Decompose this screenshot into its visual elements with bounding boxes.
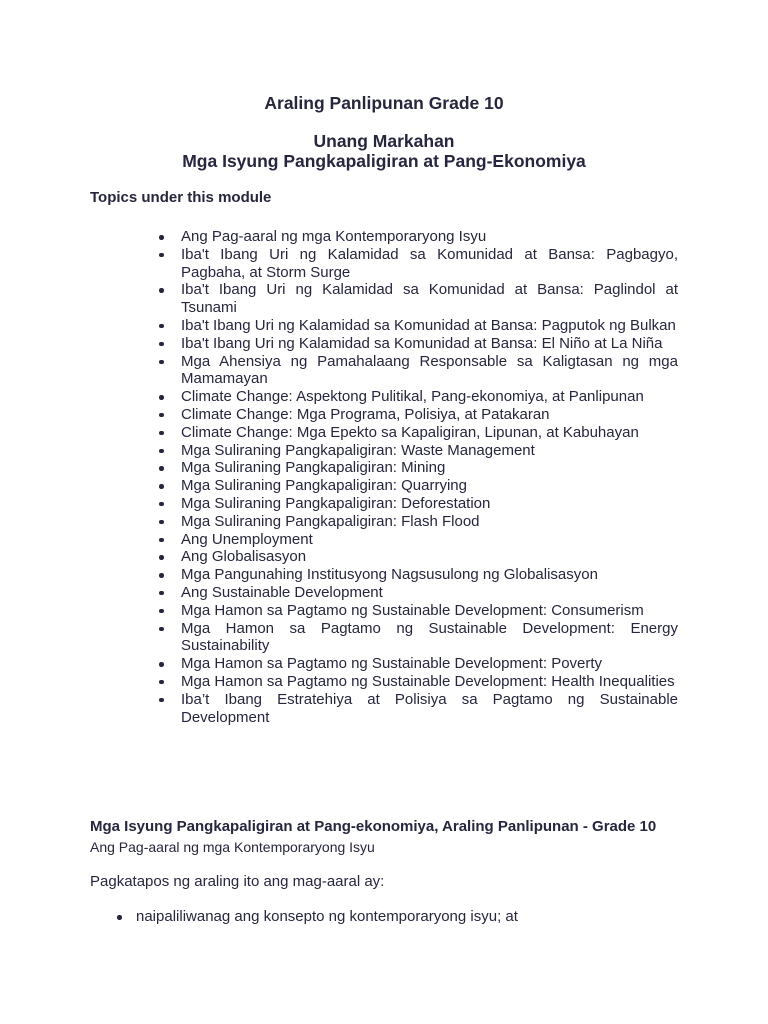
- quarter-label: Unang Markahan: [313, 131, 455, 151]
- topic-item: [181, 655, 678, 673]
- topic-text: Mga Suliraning Pangkapaligiran: Flash Flood: [181, 512, 480, 530]
- bullet-icon: [159, 555, 164, 560]
- topic-text: Mga Hamon sa Pagtamo ng Sustainable Development: Poverty: [181, 655, 603, 673]
- bullet-icon: [159, 502, 164, 507]
- topic-item: [181, 602, 678, 620]
- topic-item: [181, 531, 678, 549]
- bullet-icon: [159, 466, 164, 471]
- bullet-icon: [159, 395, 164, 400]
- bullet-icon: [159, 573, 164, 578]
- topic-text: Mga Ahensiya ng Pamahalaang Responsable sa Kaligtasan ng mga Mamamayan: [181, 352, 678, 388]
- topic-text: Iba't Ibang Uri ng Kalamidad sa Komunidad at Bansa: Pagputok ng Bulkan: [181, 316, 676, 334]
- bullet-icon: [159, 324, 164, 329]
- topic-text: Mga Hamon sa Pagtamo ng Sustainable Development: Energy Sustainability: [181, 619, 678, 655]
- objectives-list: [136, 908, 518, 926]
- topic-item: [181, 442, 678, 460]
- bullet-icon: [159, 662, 164, 667]
- bullet-icon: [159, 484, 164, 489]
- bullet-icon: [159, 449, 164, 454]
- document-subtitle: [0, 131, 768, 171]
- topic-item: [181, 246, 678, 282]
- topics-list: [181, 228, 678, 726]
- bullet-icon: [159, 591, 164, 596]
- topic-text: Iba’t Ibang Estratehiya at Polisiya sa Pagtamo ng Sustainable Development: [181, 690, 678, 726]
- topic-item: [181, 513, 678, 531]
- bullet-icon: [159, 288, 164, 293]
- topic-item: [181, 406, 678, 424]
- bullet-icon: [159, 520, 164, 525]
- topic-text: Ang Sustainable Development: [181, 583, 383, 601]
- topic-text: Ang Pag-aaral ng mga Kontemporaryong Isyu: [181, 228, 487, 245]
- objective-text: naipaliliwanag ang konsepto ng kontemporaryong isyu; at: [136, 908, 518, 925]
- subject-label: Mga Isyung Pangkapaligiran at Pang-Ekonomiya: [182, 151, 586, 171]
- topic-text: Ang Globalisasyon: [181, 548, 307, 566]
- topic-text: Mga Suliraning Pangkapaligiran: Deforestation: [181, 494, 491, 512]
- bullet-icon: [117, 915, 122, 920]
- bullet-icon: [159, 627, 164, 632]
- topic-item: [181, 335, 678, 353]
- objective-item: [136, 908, 518, 926]
- topic-item: [181, 673, 678, 691]
- topic-item: [181, 495, 678, 513]
- bullet-icon: [159, 253, 164, 258]
- topic-text: Mga Suliraning Pangkapaligiran: Quarrying: [181, 477, 467, 495]
- topic-text: Mga Pangunahing Institusyong Nagsusulong ng Globalisasyon: [181, 566, 598, 584]
- topic-item: [181, 566, 678, 584]
- topic-item: [181, 584, 678, 602]
- topic-text: Iba't Ibang Uri ng Kalamidad sa Komunidad at Bansa: Paglindol at Tsunami: [181, 281, 678, 317]
- topic-text: Mga Suliraning Pangkapaligiran: Mining: [181, 459, 446, 477]
- bullet-icon: [159, 360, 164, 365]
- topic-text: Climate Change: Mga Programa, Polisiya, at Patakaran: [181, 405, 550, 423]
- bullet-icon: [159, 609, 164, 614]
- topic-item: [181, 388, 678, 406]
- topic-item: [181, 353, 678, 389]
- topic-item: [181, 620, 678, 656]
- topic-text: Climate Change: Aspektong Pulitikal, Pang-ekonomiya, at Panlipunan: [181, 388, 644, 406]
- topic-text: Ang Unemployment: [181, 530, 313, 548]
- topic-text: Mga Hamon sa Pagtamo ng Sustainable Development: Health Inequalities: [181, 672, 675, 690]
- lesson-subtitle: Ang Pag-aaral ng mga Kontemporaryong Isyu: [90, 839, 375, 855]
- bullet-icon: [159, 413, 164, 418]
- bullet-icon: [159, 342, 164, 347]
- topics-heading: Topics under this module: [90, 189, 272, 206]
- bullet-icon: [159, 431, 164, 436]
- lesson-intro: Pagkatapos ng araling ito ang mag-aaral ay:: [90, 873, 385, 890]
- bullet-icon: [159, 698, 164, 703]
- topic-item: [181, 459, 678, 477]
- topic-text: Climate Change: Mga Epekto sa Kapaligiran, Lipunan, at Kabuhayan: [181, 423, 639, 441]
- topic-item: [181, 477, 678, 495]
- topic-text: Iba't Ibang Uri ng Kalamidad sa Komunidad at Bansa: Pagbagyo, Pagbaha, at Storm Surge: [181, 245, 678, 281]
- bullet-icon: [159, 538, 164, 543]
- bullet-icon: [159, 235, 164, 240]
- topic-text: Mga Suliraning Pangkapaligiran: Waste Management: [181, 441, 535, 459]
- bullet-icon: [159, 680, 164, 685]
- topic-item: [181, 317, 678, 335]
- topic-text: Mga Hamon sa Pagtamo ng Sustainable Development: Consumerism: [181, 601, 644, 619]
- topic-item: [181, 691, 678, 727]
- topic-item: [181, 424, 678, 442]
- topic-item: [181, 228, 678, 246]
- topic-text: Iba't Ibang Uri ng Kalamidad sa Komunidad at Bansa: El Niño at La Niña: [181, 334, 663, 352]
- topic-item: [181, 281, 678, 317]
- lesson-heading: Mga Isyung Pangkapaligiran at Pang-ekonomiya, Araling Panlipunan - Grade 10: [90, 818, 657, 835]
- topic-item: [181, 548, 678, 566]
- document-title: Araling Panlipunan Grade 10: [264, 93, 504, 113]
